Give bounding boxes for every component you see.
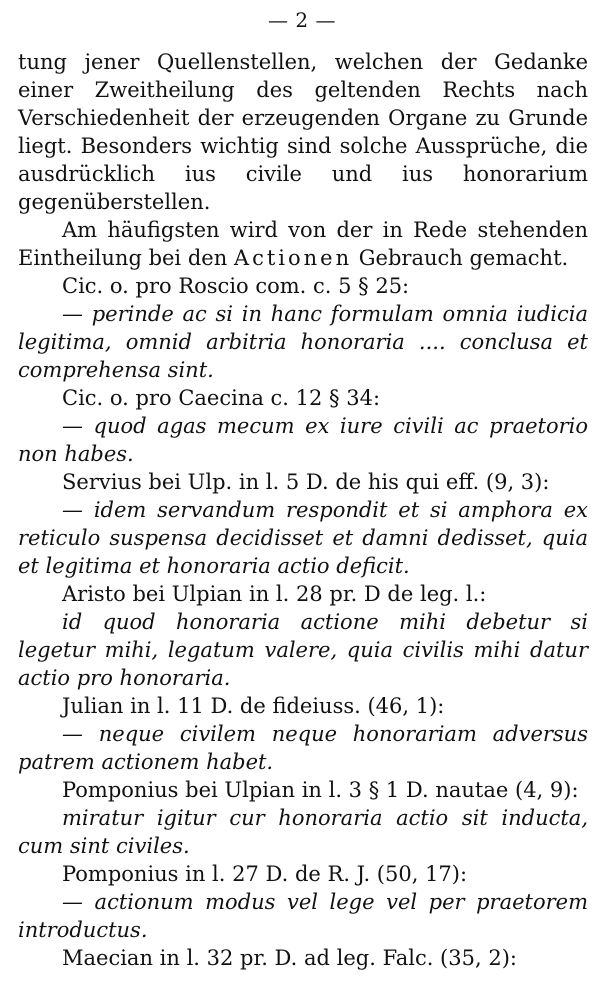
page-body <box>18 48 588 972</box>
citation-quote: — quod agas mecum ex iure civili ac praetorio non habes. <box>18 414 588 466</box>
citation-quote: — neque civilem neque honorariam adversus patrem actionem habet. <box>18 722 588 774</box>
citation-source: Servius bei Ulp. in l. 5 D. de his qui eff. (9, 3): <box>62 470 550 494</box>
paragraph-text: Gebrauch gemacht. <box>352 246 569 270</box>
page-number: — 2 — <box>268 8 336 32</box>
citation-source: Cic. o. pro Roscio com. c. 5 § 25: <box>62 274 410 298</box>
citation-source: Aristo bei Ulpian in l. 28 pr. D de leg. l.: <box>62 582 487 606</box>
citation-source: Cic. o. pro Caecina c. 12 § 34: <box>62 386 381 410</box>
citation-source: Julian in l. 11 D. de fideiuss. (46, 1): <box>62 694 445 718</box>
citation-quote: — actionum modus vel lege vel per praetorem introductus. <box>18 890 588 942</box>
citation-source: Pomponius bei Ulpian in l. 3 § 1 D. nautae (4, 9): <box>62 778 579 802</box>
paragraph <box>18 216 588 272</box>
citation-quote: — perinde ac si in hanc formulam omnia iudicia legitima, omnid arbitria honoraria .... conclusa et comprehensa sint. <box>18 302 588 382</box>
citation-quote: — idem servandum respondit et si amphora ex reticulo suspensa decidisset et damni dedisset, quia et legitima et honoraria actio deficit. <box>18 498 588 578</box>
citation-source: Pomponius in l. 27 D. de R. J. (50, 17): <box>62 862 468 886</box>
citation-source: Maecian in l. 32 pr. D. ad leg. Falc. (35, 2): <box>62 946 517 970</box>
paragraph-text: Am häufigsten wird von der in Rede stehenden Eintheilung bei den <box>18 218 588 270</box>
spaced-term: Actionen <box>233 246 353 270</box>
citation-quote: id quod honoraria actione mihi debetur si legetur mihi, legatum valere, quia civilis mihi datur actio pro honoraria. <box>18 610 588 690</box>
citation-quote: miratur igitur cur honoraria actio sit inducta, cum sint civiles. <box>18 806 588 858</box>
paragraph: tung jener Quellenstellen, welchen der Gedanke einer Zweitheilung des geltenden Rechts nach Verschiedenheit der erzeugenden Organe zu Grunde liegt. Besonders wichtig sind solche Aussprüche, die ausdrücklich ius civile und ius honorarium gegenüberstellen. <box>18 50 588 214</box>
